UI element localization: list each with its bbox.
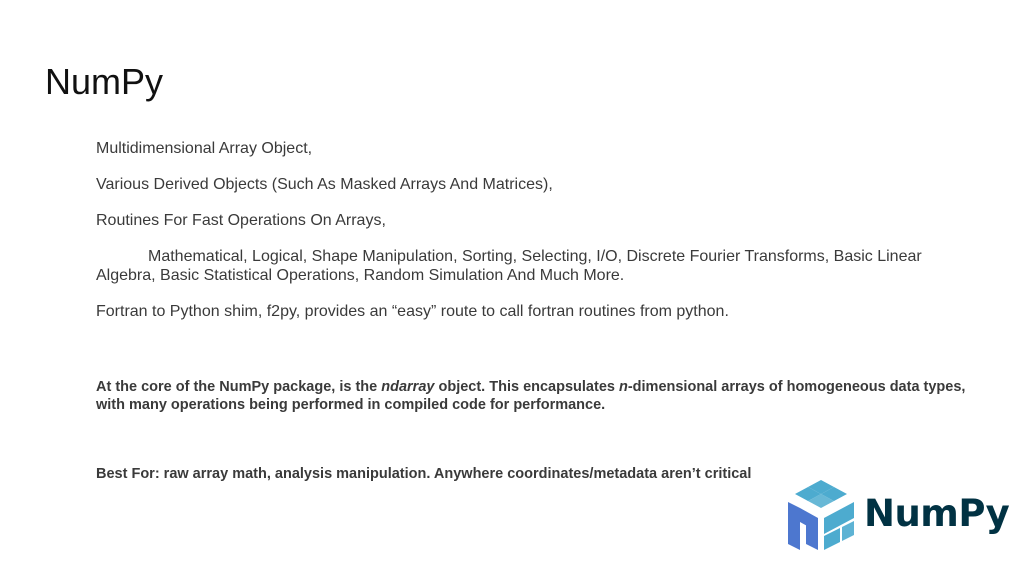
core-text-part: object. This encapsulates	[434, 379, 619, 395]
best-for-text: Best For: raw array math, analysis manipulation. Anywhere coordinates/metadata aren’t critical	[96, 466, 752, 482]
sub-bullet-item: Mathematical, Logical, Shape Manipulation, Sorting, Selecting, I/O, Discrete Fourier Transforms, Basic Linear Algebra, Basic Statistical Operations, Random Simulation And Much More.	[96, 248, 922, 284]
bullet-item: Routines For Fast Operations On Arrays,	[96, 212, 386, 229]
bullet-item: Various Derived Objects (Such As Masked Arrays And Matrices),	[96, 176, 553, 193]
bullet-item: Fortran to Python shim, f2py, provides an “easy” route to call fortran routines from python.	[96, 303, 729, 320]
numpy-cube-icon	[784, 478, 858, 552]
core-text-part: -dimensional arrays of homogeneous data types, with many operations being performed in compiled code for performance.	[96, 379, 966, 413]
logo-wordmark: NumPy	[864, 492, 1010, 535]
bullet-list	[96, 139, 976, 338]
numpy-logo	[784, 478, 1010, 552]
core-text-part: At the core of the NumPy package, is the	[96, 379, 382, 395]
bullet-item: Multidimensional Array Object,	[96, 140, 313, 157]
slide-title: NumPy	[45, 61, 164, 102]
core-description	[96, 378, 966, 414]
n-term: n	[618, 379, 628, 395]
ndarray-term: ndarray	[381, 379, 435, 395]
